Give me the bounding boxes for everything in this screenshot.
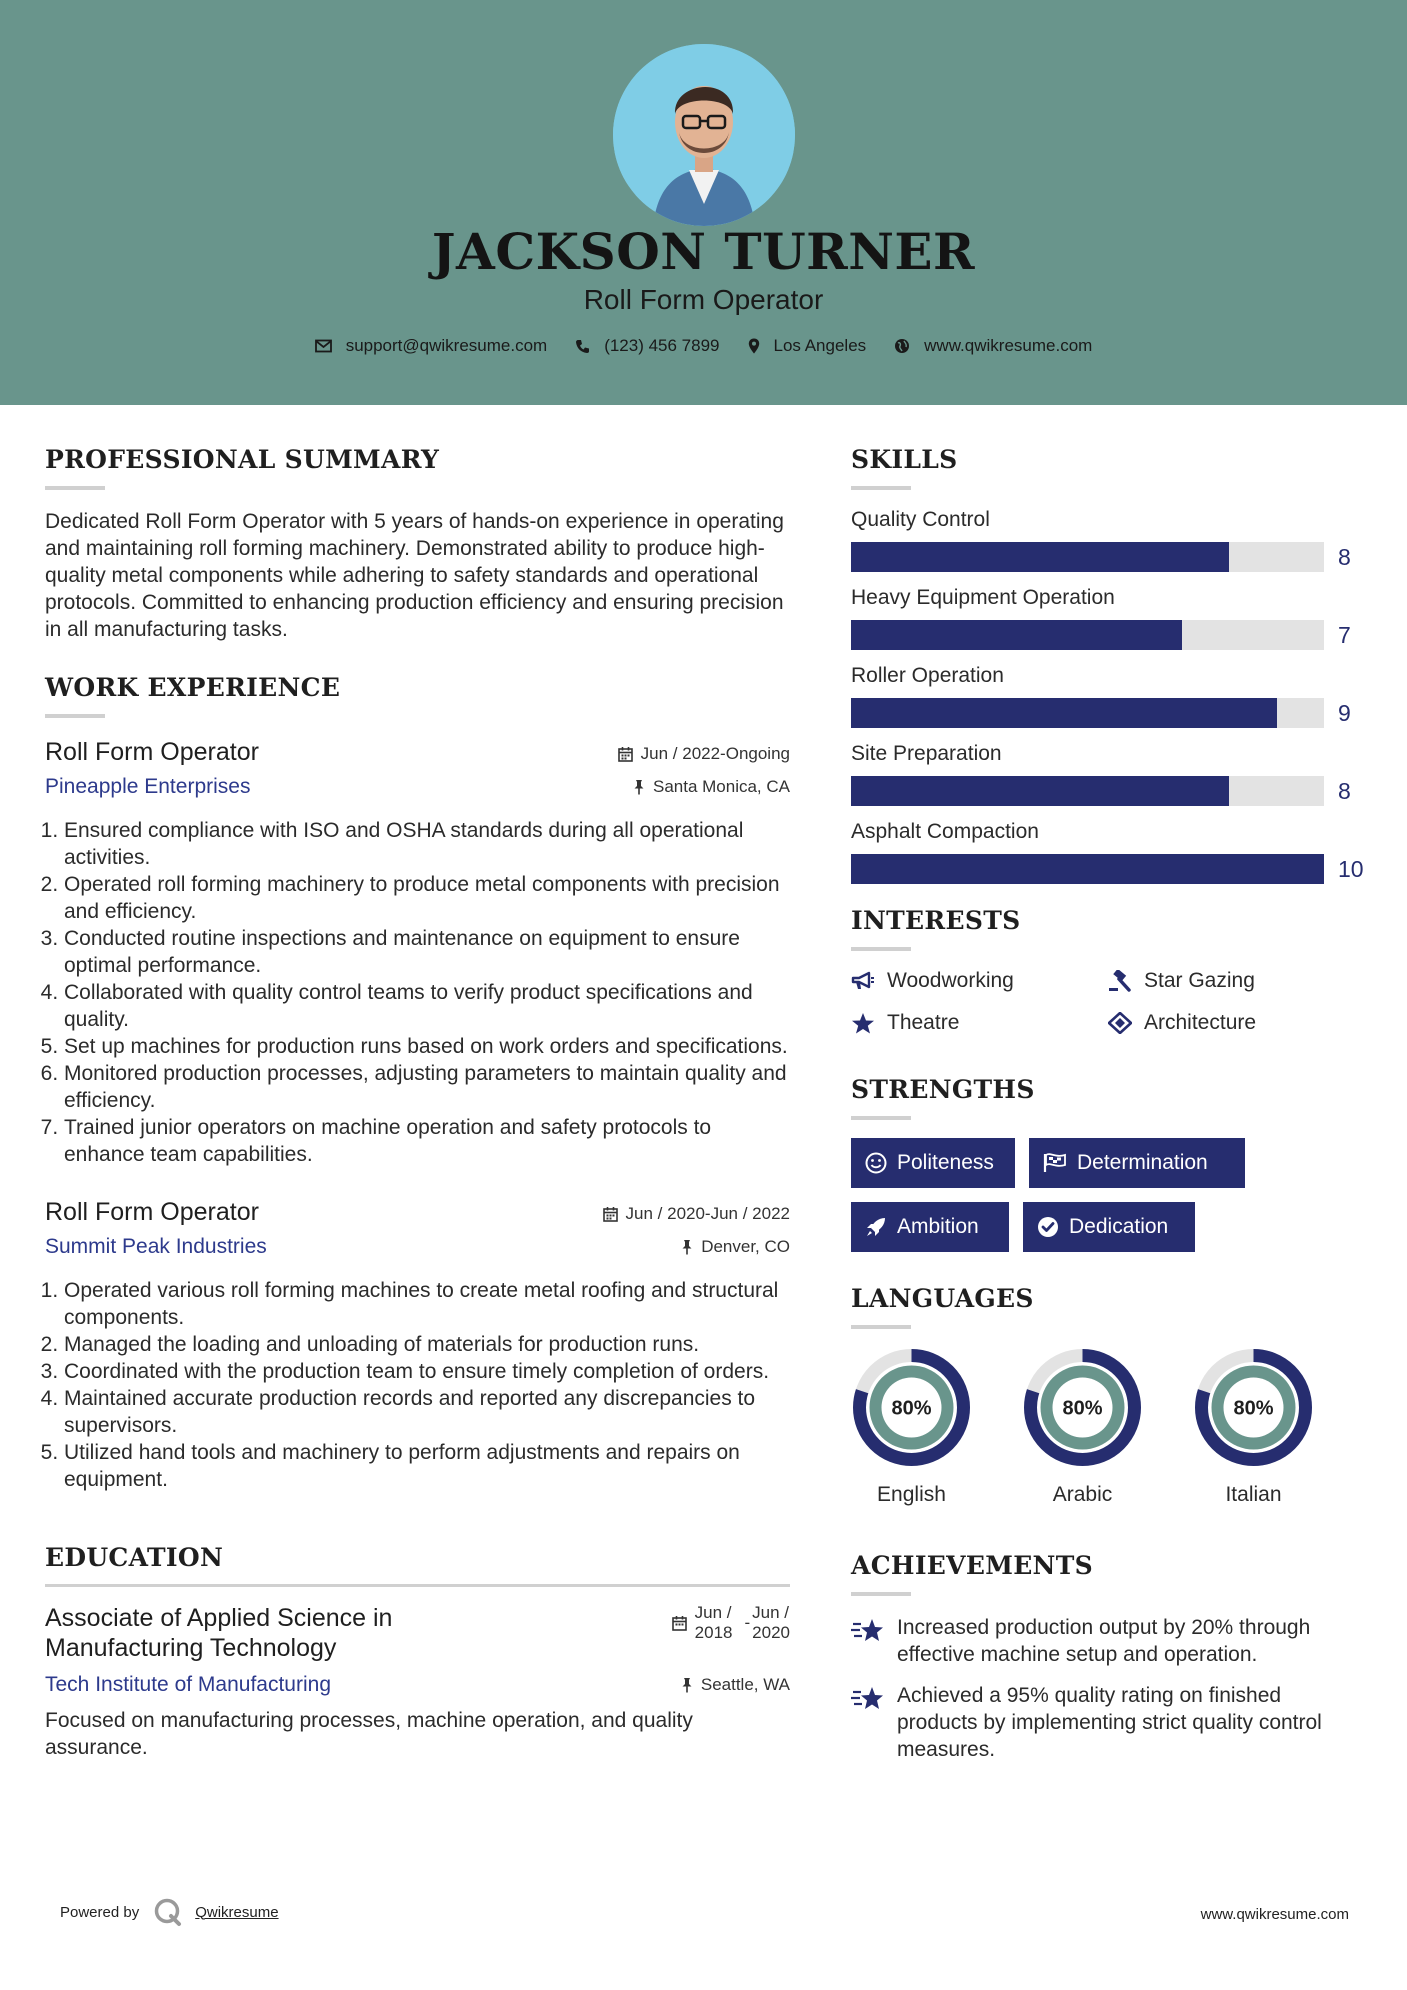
star-icon <box>851 1012 875 1034</box>
language-ring <box>1193 1347 1314 1468</box>
language-percent: 80% <box>1062 1397 1103 1420</box>
skills-divider <box>851 486 911 490</box>
strengths-list <box>851 1138 1371 1252</box>
job-dates-text: Jun / 2022-Ongoing <box>640 744 790 763</box>
achievement-text: Achieved a 95% quality rating on finished products by implementing strict quality control measures. <box>897 1684 1322 1761</box>
gavel-icon <box>1108 970 1132 992</box>
language-item <box>1022 1347 1143 1507</box>
job-location-text: Santa Monica, CA <box>652 777 790 796</box>
experience-heading: WORK EXPERIENCE <box>45 673 341 702</box>
skill-bar-fill <box>851 854 1324 884</box>
left-column <box>45 445 790 1761</box>
summary-section <box>45 445 790 643</box>
achievements-divider <box>851 1592 911 1596</box>
skills-list <box>851 508 1371 884</box>
list-item: 3. Coordinated with the production team to ensure timely completion of orders. <box>64 1358 790 1385</box>
interests-grid <box>851 969 1371 1035</box>
language-ring <box>1022 1347 1143 1468</box>
summary-heading: PROFESSIONAL SUMMARY <box>45 445 440 474</box>
skill-value: 8 <box>1338 543 1351 570</box>
job-entry-1 <box>45 738 790 1168</box>
list-item: 3. Conducted routine inspections and maintenance on equipment to ensure optimal performance. <box>64 925 790 979</box>
education-location <box>681 1675 790 1695</box>
pushpin-icon <box>633 779 645 795</box>
contact-website-text: www.qwikresume.com <box>924 336 1093 355</box>
contact-location <box>748 336 867 356</box>
skill-bar-fill <box>851 542 1229 572</box>
calendar-icon <box>672 1615 687 1631</box>
calendar-icon <box>618 746 633 762</box>
skill-bar-fill <box>851 776 1229 806</box>
skill-bar-track <box>851 542 1324 572</box>
summary-text: Dedicated Roll Form Operator with 5 years of hands-on experience in operating and maintaining roll forming machinery. Demonstrated ability to produce high-quality metal components while adhering to safety standards and operational protocols. Committed to enhancing production efficiency and ensuring precision in all manufacturing tasks. <box>45 510 784 641</box>
resume-header <box>0 0 1407 405</box>
interest-item <box>1108 969 1358 993</box>
skills-heading: SKILLS <box>851 445 958 474</box>
education-location-text: Seattle, WA <box>700 1675 790 1694</box>
skill-item <box>851 820 1371 884</box>
edu-end-month: Jun / <box>752 1603 790 1622</box>
education-heading: EDUCATION <box>45 1543 224 1572</box>
powered-by-text: Powered by <box>60 1903 140 1921</box>
company-name: Summit Peak Industries <box>45 1235 267 1258</box>
profile-photo <box>613 44 795 226</box>
interest-item <box>851 969 1108 993</box>
skill-label: Heavy Equipment Operation <box>851 586 1115 609</box>
pushpin-icon <box>681 1677 693 1693</box>
job-location-text: Denver, CO <box>701 1237 790 1256</box>
achievement-item <box>851 1682 1371 1763</box>
job-dates <box>618 744 790 764</box>
summary-divider <box>45 486 105 490</box>
phone-icon <box>575 339 590 354</box>
job-dates-text: Jun / 2020-Jun / 2022 <box>625 1204 790 1223</box>
interest-label: Theatre <box>887 1011 960 1034</box>
edu-start-month: Jun / <box>694 1603 732 1622</box>
list-item: 4. Collaborated with quality control teams to verify product specifications and quality. <box>64 979 790 1033</box>
ticket-icon <box>1108 1012 1132 1034</box>
job-title: Roll Form Operator <box>45 738 259 766</box>
interests-divider <box>851 947 911 951</box>
job-dates <box>603 1204 790 1224</box>
language-label: English <box>877 1483 946 1506</box>
smile-icon <box>865 1152 887 1174</box>
language-percent: 80% <box>1233 1397 1274 1420</box>
rocket-icon <box>865 1216 887 1238</box>
list-item: 7. Trained junior operators on machine operation and safety protocols to enhance team capabilities. <box>64 1114 790 1168</box>
interests-section <box>851 906 1371 1035</box>
language-ring <box>851 1347 972 1468</box>
footer-powered-by <box>60 1897 279 1927</box>
calendar-icon <box>603 1206 618 1222</box>
check-circle-icon <box>1037 1216 1059 1238</box>
language-item <box>851 1347 972 1507</box>
skills-section <box>851 445 1371 884</box>
list-item: 4. Maintained accurate production records and reported any discrepancies to supervisors. <box>64 1385 790 1439</box>
languages-heading: LANGUAGES <box>851 1284 1034 1313</box>
interest-item <box>851 1011 1108 1035</box>
pushpin-icon <box>681 1239 693 1255</box>
job-duties-list <box>45 817 790 1168</box>
flag-icon <box>1043 1153 1067 1173</box>
skill-value: 9 <box>1338 699 1351 726</box>
language-label: Italian <box>1225 1483 1282 1506</box>
company-name: Pineapple Enterprises <box>45 775 251 798</box>
edu-date-dash: - <box>744 1613 751 1632</box>
strength-label: Determination <box>1077 1151 1208 1174</box>
contact-phone[interactable] <box>575 336 719 356</box>
candidate-title: Roll Form Operator <box>583 284 824 315</box>
job-duties-list <box>45 1277 790 1493</box>
qwikresume-link[interactable]: Qwikresume <box>195 1903 279 1921</box>
language-label: Arabic <box>1052 1483 1113 1506</box>
shooting-star-icon <box>851 1616 885 1644</box>
skill-label: Asphalt Compaction <box>851 820 1039 843</box>
contact-location-text: Los Angeles <box>773 336 867 355</box>
strengths-section <box>851 1075 1371 1252</box>
experience-section <box>45 673 790 1493</box>
job-title: Roll Form Operator <box>45 1198 259 1226</box>
strength-badge <box>851 1138 1015 1188</box>
interest-label: Woodworking <box>887 969 1014 992</box>
school-name: Tech Institute of Manufacturing <box>45 1673 331 1696</box>
megaphone-icon <box>851 971 875 991</box>
globe-icon <box>894 338 910 354</box>
skill-item <box>851 742 1371 806</box>
skill-item <box>851 586 1371 650</box>
degree-name: Associate of Applied Science in Manufacturing Technology <box>45 1604 393 1662</box>
skill-item <box>851 508 1371 572</box>
edu-end-year: 2020 <box>752 1623 790 1642</box>
skill-bar-track <box>851 776 1324 806</box>
skill-label: Roller Operation <box>851 664 1004 687</box>
languages-list <box>851 1347 1371 1507</box>
achievement-item <box>851 1614 1371 1668</box>
achievements-section <box>851 1551 1371 1763</box>
list-item: 1. Operated various roll forming machines to create metal roofing and structural components. <box>64 1277 790 1331</box>
list-item: 5. Set up machines for production runs based on work orders and specifications. <box>64 1033 790 1060</box>
strength-label: Politeness <box>897 1151 994 1174</box>
strength-badge <box>1023 1202 1195 1252</box>
job-entry-2 <box>45 1198 790 1493</box>
strength-label: Ambition <box>897 1215 979 1238</box>
footer-website[interactable]: www.qwikresume.com <box>1200 1906 1349 1923</box>
strength-badge <box>1029 1138 1245 1188</box>
skill-item <box>851 664 1371 728</box>
education-dates <box>672 1603 790 1643</box>
achievements-heading: ACHIEVEMENTS <box>851 1551 1093 1580</box>
skill-bar-track <box>851 698 1324 728</box>
skill-label: Quality Control <box>851 508 990 531</box>
language-item <box>1193 1347 1314 1507</box>
experience-divider <box>45 714 105 718</box>
candidate-name: JACKSON TURNER <box>431 222 976 281</box>
skill-bar-fill <box>851 698 1277 728</box>
qwikresume-logo-icon <box>153 1897 183 1927</box>
education-divider <box>45 1584 790 1587</box>
strength-badge <box>851 1202 1009 1252</box>
interest-label: Architecture <box>1144 1011 1257 1034</box>
interests-heading: INTERESTS <box>851 906 1021 935</box>
job-location <box>681 1237 790 1257</box>
edu-start-year: 2018 <box>694 1623 733 1642</box>
education-description: Focused on manufacturing processes, machine operation, and quality assurance. <box>45 1709 693 1759</box>
contact-email[interactable] <box>315 336 548 356</box>
list-item: 1. Ensured compliance with ISO and OSHA standards during all operational activities. <box>64 817 790 871</box>
contact-website[interactable] <box>894 336 1092 356</box>
list-item: 2. Operated roll forming machinery to produce metal components with precision and efficiency. <box>64 871 790 925</box>
list-item: 6. Monitored production processes, adjusting parameters to maintain quality and efficiency. <box>64 1060 790 1114</box>
strengths-heading: STRENGTHS <box>851 1075 1035 1104</box>
strengths-divider <box>851 1116 911 1120</box>
contact-bar <box>0 336 1407 356</box>
skill-value: 10 <box>1338 855 1364 882</box>
contact-email-text: support@qwikresume.com <box>345 336 548 355</box>
skill-bar-track <box>851 854 1324 884</box>
achievement-text: Increased production output by 20% through effective machine setup and operation. <box>897 1616 1311 1666</box>
skill-bar-fill <box>851 620 1182 650</box>
interest-label: Star Gazing <box>1144 969 1255 992</box>
language-percent: 80% <box>891 1397 932 1420</box>
languages-divider <box>851 1325 911 1329</box>
interest-item <box>1108 1011 1358 1035</box>
contact-phone-text: (123) 456 7899 <box>604 336 720 355</box>
right-column <box>851 445 1371 1777</box>
shooting-star-icon <box>851 1684 885 1712</box>
languages-section <box>851 1284 1371 1507</box>
skill-value: 7 <box>1338 621 1351 648</box>
list-item: 5. Utilized hand tools and machinery to perform adjustments and repairs on equipment. <box>64 1439 790 1493</box>
education-section <box>45 1543 790 1761</box>
map-pin-icon <box>748 338 760 354</box>
skill-bar-track <box>851 620 1324 650</box>
list-item: 2. Managed the loading and unloading of materials for production runs. <box>64 1331 790 1358</box>
skill-label: Site Preparation <box>851 742 1002 765</box>
profile-photo-illustration <box>613 44 795 226</box>
strength-label: Dedication <box>1069 1215 1169 1238</box>
skill-value: 8 <box>1338 777 1351 804</box>
envelope-icon <box>315 339 332 353</box>
job-location <box>633 777 790 797</box>
